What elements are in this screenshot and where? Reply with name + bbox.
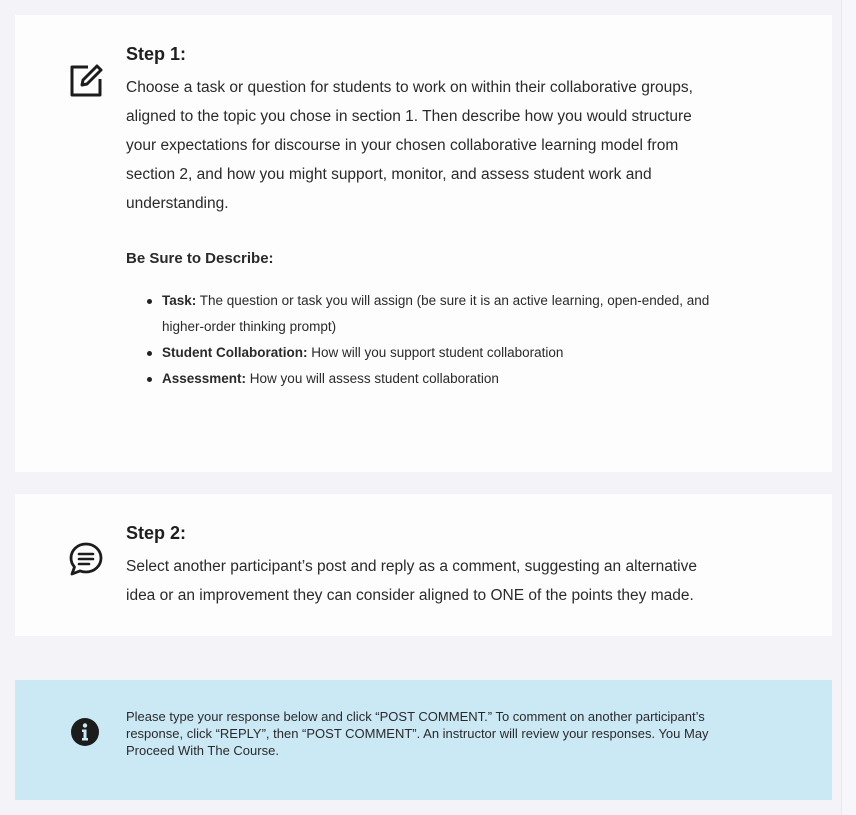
- list-item-text: The question or task you will assign (be sure it is an active learning, open-ended, and higher-order thinking prompt): [162, 293, 710, 334]
- list-item-label: Assessment:: [162, 371, 247, 386]
- step-1-card: [15, 15, 832, 472]
- step-2-card: [15, 494, 832, 636]
- notice-text: Please type your response below and click “POST COMMENT.” To comment on another participant’s response, click “REPLY”, then “POST COMMENT”. An instructor will review your responses. You May Proceed With The Course.: [126, 709, 709, 758]
- step-1-description: Choose a task or question for students to work on within their collaborative groups, aligned to the topic you chose in section 1. Then describe how you would structure your expectations for discourse in your chosen collaborative learning model from section 2, and how you might support, monitor, and assess student work and understanding.: [126, 79, 693, 212]
- list-item-text: How will you support student collaboration: [307, 345, 564, 360]
- describe-list: [126, 288, 726, 392]
- list-item-collaboration: [162, 340, 726, 366]
- step-2-title: Step 2:: [126, 523, 187, 543]
- step-2-description: Select another participant’s post and reply as a comment, suggesting an alternative idea or an improvement they can consider aligned to ONE of the points they made.: [126, 558, 697, 604]
- list-item-task: [162, 288, 726, 340]
- list-item-label: Task:: [162, 293, 197, 308]
- edit-icon: [68, 63, 104, 104]
- scrollbar-track[interactable]: [841, 0, 856, 815]
- step-2-content: [126, 522, 726, 610]
- info-notice: [15, 680, 832, 800]
- step-1-content: [126, 43, 726, 392]
- step-1-title: Step 1:: [126, 44, 187, 64]
- step-1-subheading: Be Sure to Describe:: [126, 250, 274, 267]
- chat-icon: [68, 541, 104, 582]
- info-icon: [70, 717, 100, 752]
- list-item-label: Student Collaboration:: [162, 345, 308, 360]
- list-item-assessment: [162, 366, 726, 392]
- list-item-text: How you will assess student collaboration: [246, 371, 499, 386]
